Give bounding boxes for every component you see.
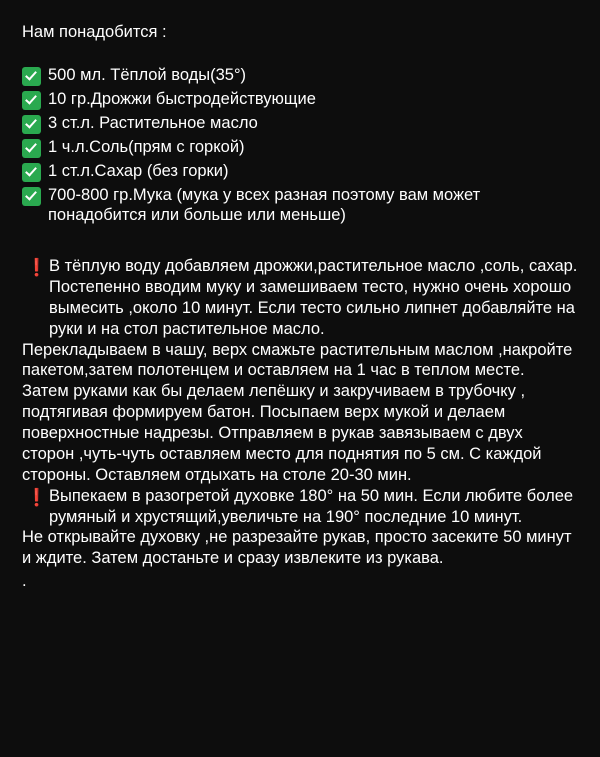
instruction-step — [22, 256, 578, 339]
ingredient-text: 10 гр.Дрожжи быстродействующие — [48, 89, 316, 108]
check-icon — [22, 67, 41, 86]
check-icon — [22, 115, 41, 134]
instruction-text: Перекладываем в чашу, верх смажьте растительным маслом ,накройте пакетом,затем полотенцем и оставляем на 1 час в теплом месте. — [22, 340, 573, 380]
instructions-list — [22, 256, 578, 592]
list-item — [22, 137, 578, 158]
check-icon — [22, 163, 41, 182]
trailing-text: . — [22, 572, 27, 591]
instruction-step — [22, 340, 578, 382]
check-icon — [22, 91, 41, 110]
page-title: Нам понадобится : — [22, 23, 167, 41]
instruction-text: В тёплую воду добавляем дрожжи,растительное масло ,соль, сахар. Постепенно вводим муку и замешиваем тесто, нужно очень хорошо вымесить ,около 10 минут. Если тесто сильно липнет добавляйте на руки и на стол растительное масло. — [49, 257, 578, 338]
instruction-text: Выпекаем в разогретой духовке 180° на 50 мин. Если любите более румяный и хрустящий,увеличьте на 190° последние 10 минут. — [49, 486, 574, 526]
list-item — [22, 185, 578, 227]
instruction-step — [22, 486, 578, 528]
ingredient-text: 700-800 гр.Мука (мука у всех разная поэтому вам может понадобится или больше или меньше) — [48, 185, 481, 225]
red-exclamation-icon: ❗ — [26, 258, 48, 278]
instruction-step — [22, 527, 578, 569]
check-icon — [22, 187, 41, 206]
list-item — [22, 65, 578, 86]
ingredient-text: 500 мл. Тёплой воды(35°) — [48, 65, 247, 84]
red-exclamation-icon: ❗ — [26, 487, 48, 507]
instruction-text: Затем руками как бы делаем лепёшку и закручиваем в трубочку , подтягивая формируем батон. Посыпаем верх мукой и делаем поверхностные надрезы. Отправляем в рукав завязываем с двух сторон ,чуть-чуть оставляем место для поднятия по 5 см. С каждой стороны. Оставляем отдыхать на столе 20-30 мин. — [22, 382, 542, 484]
check-icon — [22, 139, 41, 158]
list-item — [22, 161, 578, 182]
ingredient-text: 1 ст.л.Сахар (без горки) — [48, 161, 229, 180]
ingredient-text: 3 ст.л. Растительное масло — [48, 113, 258, 132]
ingredient-text: 1 ч.л.Соль(прям с горкой) — [48, 137, 245, 156]
ingredients-list — [22, 65, 578, 227]
instruction-text: Не открывайте духовку ,не разрезайте рукав, просто засеките 50 минут и ждите. Затем достаньте и сразу извлеките из рукава. — [22, 528, 572, 568]
list-item — [22, 89, 578, 110]
list-item — [22, 113, 578, 134]
instruction-step — [22, 381, 578, 485]
